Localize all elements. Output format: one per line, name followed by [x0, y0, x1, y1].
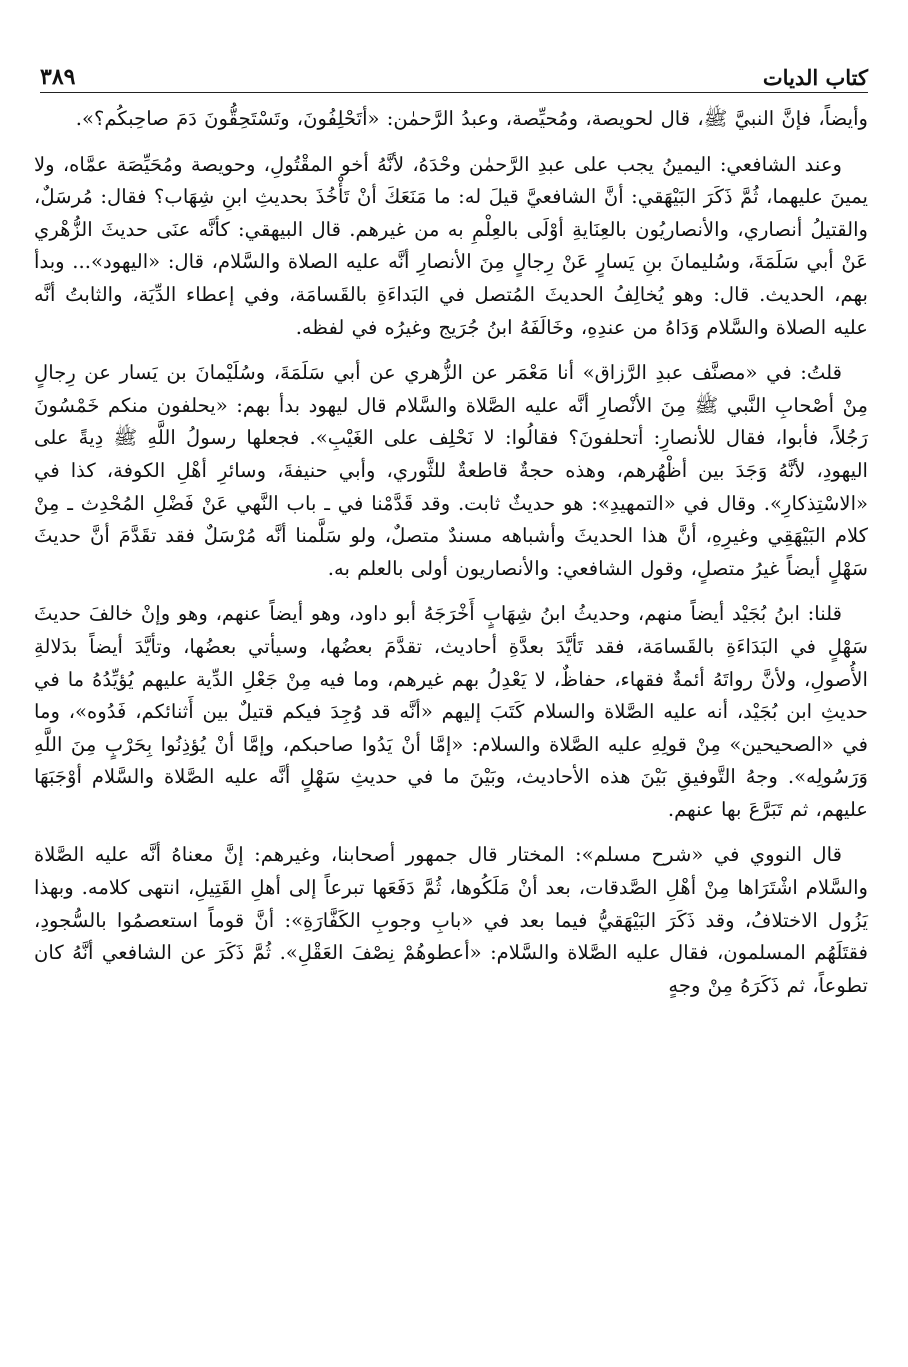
running-head-title: كتاب الديات [762, 65, 868, 90]
page-number: ٣٨٩ [40, 64, 76, 90]
page-body [34, 103, 868, 1347]
paragraph-1: وأيضاً، فإنَّ النبيَّ ﷺ، قال لحويصة، ومُحيِّصة، وعبدُ الرَّحمٰن: «أتَحْلِفُونَ، وتَسْتَحِقُّونَ دَمَ صاحِبكُم؟». [75, 107, 868, 130]
paragraph-3: قلتُ: في «مصنَّف عبدِ الرَّزاق» أنا مَعْمَر عن الزُّهري عن أبي سَلَمَةَ، وسُلَيْمانَ بن يَسار عن رِجالٍ مِنْ أصْحابِ النَّبي ﷺ مِنَ الأنْصارِ أنَّه عليه الصَّلاة والسَّلام قال ليهود بدأ بهم: «يحلفون منكم خَمْسُونَ رَجُلاً، فأبوا، فقال للأنصارِ: أتحلفونَ؟ فقالُوا: لا نَحْلِف على الغَيْبِ». فجعلها رسولُ اللَّهِ ﷺ دِيةً على اليهودِ، لأنَّهُ وَجَدَ بين أظْهُرهم، وهذه حجةٌ قاطعةٌ للثَّوري، وأبي حنيفةَ، وسائرِ أهْلِ الكوفة، كذا في «الاسْتِذكارِ». وقال في «التمهيدِ»: هو حديثٌ ثابت. وقد قَدَّمْنا في ـ باب النَّهي عَنْ فَضْلِ المُحْدِث ـ مِنْ كلام البَيْهَقِي وغيرِهِ، أنَّ هذا الحديثَ وأشباهه مسندٌ متصلٌ، ولو سَلَّمنا أنَّه مُرْسَلٌ فقد تقَدَّمَ أنَّ حديثَ سَهْلٍ أيضاً غيرُ متصلٍ، وقول الشافعي: والأنصاريون أولى بالعلم به. [34, 361, 868, 580]
header-rule [40, 92, 868, 93]
paragraph-2: وعند الشافعي: اليمينُ يجب على عبدِ الرَّحمٰن وحْدَهُ، لأنَّهُ أخو المقْتُولِ، وحويصة ومُحَيِّصَة عمَّاه، ولا يمينَ عليهما، ثُمَّ ذَكَرَ البَيْهَقي: أنَّ الشافعيَّ قيلَ له: ما مَنَعَكَ أنْ تَأْخُذَ بحديثِ ابنِ شِهَاب؟ فقال: مُرسَلٌ، والقتيلُ أنصاري، والأنصاريُون بالعِنَايةِ أوْلَى بالعِلْمِ به من غيرهم. قال البيهقي: كأنَّه عنَى حديثَ الزُّهْري عَنْ أبي سَلَمَةَ، وسُليمانَ بنِ يَسارٍ عَنْ رِجالٍ مِنَ الأنصارِ أنَّه عليه الصلاة والسَّلام، قال: «اليهود»... وبدأ بهم، الحديث. قال: وهو يُخالِفُ الحديثَ المُتصل في البَداءَةِ بالقَسامَة، وفي إعطاء الدِّيَة، والثابتُ أنَّه عليه الصلاة والسَّلام وَدَاهُ من عندِهِ، وخَالَفَهُ ابنُ جُرَيج وغيرُه في لفظه. [34, 152, 868, 339]
page-header [40, 52, 868, 90]
paragraph-5: قال النووي في «شرح مسلم»: المختار قال جمهور أصحابنا، وغيرهم: إنَّ معناهُ أنَّه عليه الصَّلاة والسَّلام اشْتَرَاها مِنْ أهْلِ الصَّدقات، بعد أنْ مَلَكُوها، ثُمَّ دَفَعَها تبرعاً إلى أهلِ القَتِيلِ، انتهى كلامه. وبهذا يَزُول الاختلافُ، وقد ذَكَرَ البَيْهَقيُّ فيما بعد في «بابِ وجوبِ الكَفَّارَةِ»: أنَّ قوماً استعصمُوا بالسُّجودِ، فقتَلَهُم المسلمون، فقال عليه الصَّلاة والسَّلام: «أعطوهُمْ نِصْفَ العَقْلِ». ثُمَّ ذَكَرَ عن الشافعي أنَّهُ كان تطوعاً، ثم ذَكَرَهُ مِنْ وجهٍ [34, 843, 868, 997]
paragraph-4: قلنا: ابنُ بُجَيْد أيضاً منهم، وحديثُ ابنُ شِهَابٍ أَخْرَجَهُ أبو داود، وهو أيضاً عنهم، وهو وإنْ خالفَ حديثَ سَهْلٍ في البَدَاءَةِ بالقَسامَة، فقد تَأيَّدَ بعدَّةِ أحاديث، تقدَّمَ بعضُها، وسيأتي بعضُها، وتأيَّدَ أيضاً بدَلالةِ الأُصولِ، ولأنَّ رواتَهُ أئمةٌ فقهاء، حفاظٌ، لا يَعْدِلُ بهم غيرهم، وما فيه مِنْ جَعْلِ الدِّية عليهم يُؤيِّدُهُ ما في حديثِ ابن بُجَيْد، أنه عليه الصَّلاة والسلام كَتَبَ إليهم «أنَّه قد وُجِدَ فيكم قتيلٌ بين أَثنائكم، فَدُوه»، وما في «الصحيحين» مِنْ قولِهِ عليه الصَّلاة والسلام: «إمَّا أنْ يَدُوا صاحبكم، وإمَّا أنْ يُؤذِنُوا بِحَرْبٍ مِنَ اللَّهِ وَرَسُولِه». وجهُ التَّوفيقِ بَيْنَ هذه الأحاديث، وبَيْنَ ما في حديثِ سَهْلٍ أنَّه عليه الصَّلاة والسَّلام أوْجَبَهَا عليهم، ثم تَبَرَّعَ بها عنهم. [34, 602, 868, 821]
